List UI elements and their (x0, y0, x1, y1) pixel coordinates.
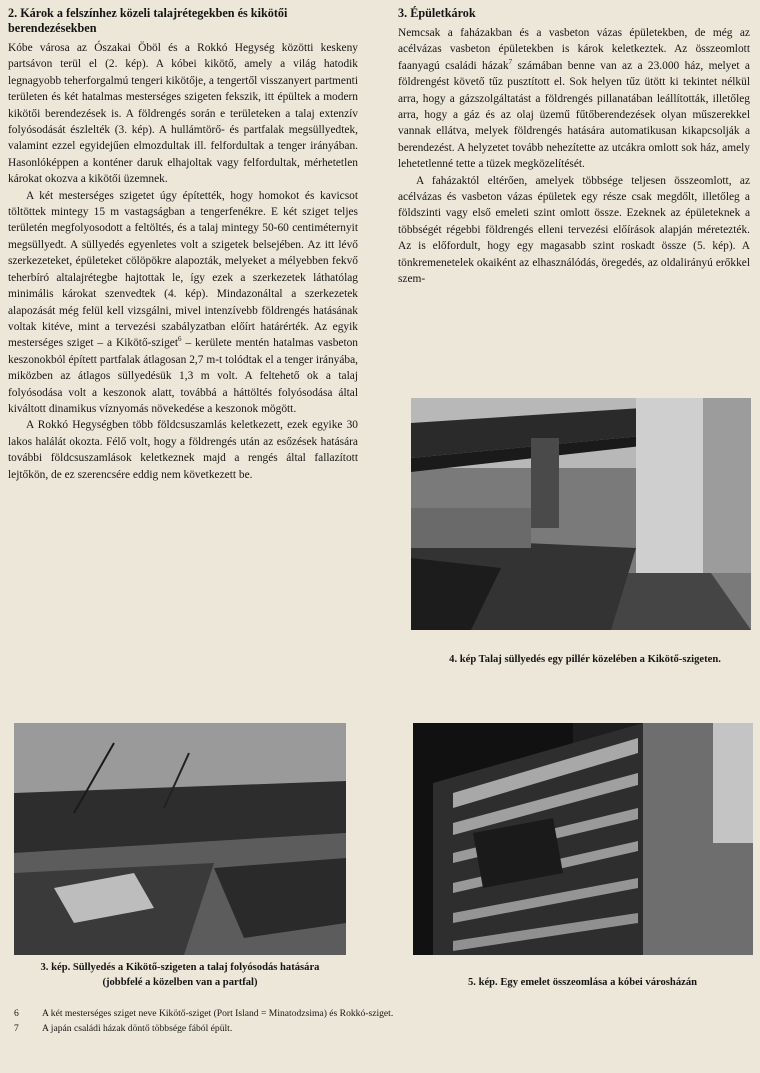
section-3-paragraph-1: Nemcsak a faházakban és a vasbeton vázas épületekben, de még az acélvázas vasbeton épületekben is károk keletkeztek. Az összeomlott faanyagú családi házak$^7$ számában benne van az a 23.000 ház, melyet a földrengést követő tűz pusztított el. Sok helyen tűz ütött ki tekintet nélkül arra, hogy a gázszolgáltatást a földrengés pillanatában leállították, illetőleg arra, hogy a gáz és az olaj üzemű fűtőberendezések olyan műszerekkel vannak ellátva, melyek földrengés hatására automatikusan kikapcsolják a berendezést. A helyzetet tovább nehezítette az utcákra omlott sok ház, amely lehetetlenné tette a tüzek megközelítését. (398, 27, 750, 171)
section-2-paragraph-2: A két mesterséges szigetet úgy építették, hogy homokot és kavicsot töltöttek mintegy 15 m vastagságban a tengerfenékre. E két sziget teljes területén megfolyosodott a feltöltés, és a talaj mintegy 50-60 centiméternyit megsüllyedt. A süllyedés egyenletes volt a szigetek belsejében. Az itt lévő szerkezeteket, épületeket cölöpökre alapozták, melyeket a mélyebben fekvő teherbíró altalajrétegbe hajtottak le, így ezek a szerkezetek láthatólag minimális károkat szenvedtek (4. kép). Mindazonáltal a szerkezetek alapozását még felül kell vizsgálni, mivel intenzívebb földrengés hatásának voltak kitéve, mint a tervezési szabályzatban előírt határérték. Az egyik mesterséges sziget – a Kikötő-sziget$^6$ – kerülete mentén hatalmas vasbeton keszonokból épített partfalak átlagosan 2,7 m-t tolódtak el a tenger irányába, miközben az átlagos süllyedésük 1,3 m volt. A feltehető ok a talaj folyósodása volt a keszonok alatt, továbbá a háttöltés folyósodása által kiváltott dinamikus víznyomás növekedése a keszonok mögött. (8, 189, 358, 415)
section-2-paragraph-1: Kóbe városa az Ószakai Öböl és a Rokkó Hegység közötti keskeny partsávon terül el (2. kép). A kóbei kikötő, amely a világ hatodik legnagyobb teherforgalmú tengeri kikötője, a tengertől visszanyert partmenti területen és két hatalmas mesterséges szigeten fekszik, itt épültek a modern kikötői berendezések is. A földrengés során e területeken a talaj extenzív folyósodását észlelték (3. kép). A hullámtörő- és partfalak megsüllyedtek, valamint ezzel egyidejűen elmozdultak ill. felfordultak a tenger irányában. Hasonlóképpen a konténer daruk elhajoltak vagy felfordultak, mérhetetlen károkat okozva a kikötői üzemnek. (8, 42, 358, 186)
caption-photo-5: 5. kép. Egy emelet összeomlása a kóbei városházán (467, 977, 698, 988)
photo-4-pillar (411, 398, 751, 630)
footnotes (8, 1006, 748, 1036)
left-column (8, 6, 358, 483)
footnote-text: A két mesterséges sziget neve Kikötő-sziget (Port Island = Minatodzsima) és Rokkó-sziget. (42, 1008, 394, 1019)
footnote-text: A japán családi házak döntő többsége fából épült. (42, 1023, 233, 1034)
photo-5-city-hall (413, 723, 753, 955)
footnote-ref-6: 6 (178, 335, 182, 344)
footnote-ref-7: 7 (508, 58, 513, 67)
section-2-heading: 2. Károk a felszínhez közeli talajrétegekben és kikötői berendezésekben (8, 6, 288, 35)
right-column (398, 6, 750, 288)
section-3-paragraph-2: A faházaktól eltérően, amelyek többsége teljesen összeomlott, az acélvázas és vasbeton vázas épületek egy része csak megdőlt, illetőleg a földszinti vagy első emeleti szint omlott össze. Ezeknek az épületeknek a többségét régebbi földrengés elleni tervezési előírások alapján méretezték. Az is előfordult, hogy egy magasabb szint roskadt össze (5. kép). A tönkremenetelek okaiként az elhasználódás, öregedés, az oldalirányú erőkkel szem- (398, 174, 750, 286)
footnote-7 (8, 1021, 748, 1036)
caption-photo-3: 3. kép. Süllyedés a Kikötő-szigeten a talaj folyósodás hatására (jobbfelé a közelben van a partfal) (40, 962, 320, 988)
caption-photo-4: 4. kép Talaj süllyedés egy pillér közelében a Kikötő-szigeten. (449, 654, 721, 665)
section-3-heading: 3. Épületkárok (398, 6, 476, 20)
footnote-number: 7 (14, 1023, 19, 1034)
section-2-paragraph-3: A Rokkó Hegységben több földcsuszamlás keletkezett, ezek egyike 30 lakos halálát okozta. Félő volt, hogy a földrengés után az esőzések hatására további földcsuszamlások keletkeznek majd a rengés által fallazított lejtőkön, de ez szerencsére eddig nem következett be. (8, 419, 358, 481)
footnote-number: 6 (14, 1008, 19, 1019)
footnote-6 (8, 1006, 748, 1021)
photo-3-subsidence (14, 723, 346, 955)
